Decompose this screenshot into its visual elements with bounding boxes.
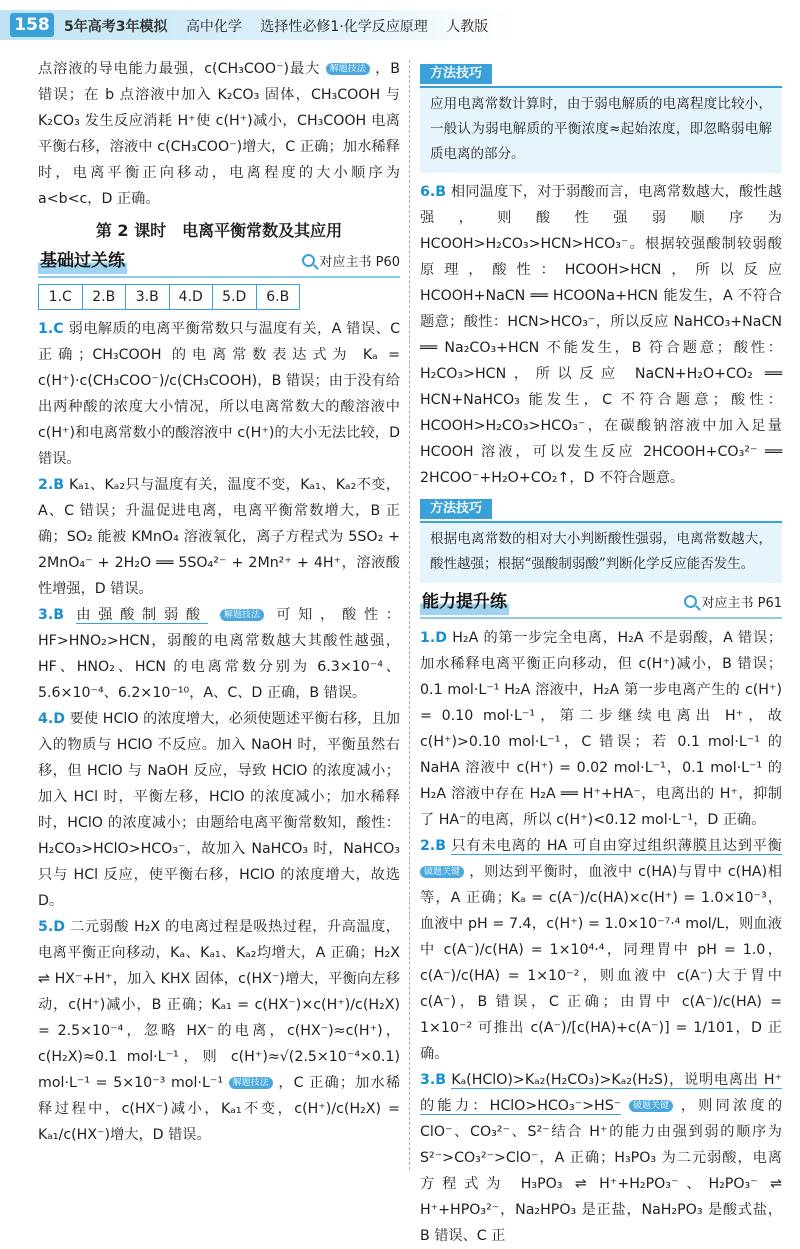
answer-cell: 4.D: [170, 285, 214, 309]
tip-label: 方法技巧: [420, 499, 492, 519]
solution-q3: [38, 602, 400, 706]
solution-text: 二元弱酸 H₂X 的电离过程是吸热过程，升高温度，电离平衡正向移动，Kₐ、Kₐ₁、Kₐ₂均增大，A 正确；H₂X ⇌ HX⁻+H⁺，加入 KHX 固体，c(HX⁻)增大，平衡向左移动，c(H⁺)减小，B 正确；Kₐ₁ = c(HX⁻)×c(H⁺)/c(H₂X) = 2.5×10⁻⁴，忽略 HX⁻的电离，c(HX⁻)≈c(H⁺)，c(H₂X)≈0.1 mol·L⁻¹，则 c(H⁺)≈√(2.5×10⁻⁴×0.1) mol·L⁻¹ = 5×10⁻³ mol·L⁻¹: [38, 919, 400, 1091]
question-number: 1.D: [420, 630, 448, 646]
search-icon: [684, 595, 697, 608]
basic-section-header: [38, 248, 400, 278]
solution-text: ，则同浓度的 ClO⁻、CO₃²⁻、S²⁻结合 H⁺的能力由强到弱的顺序为 S²⁻>CO₃²⁻>ClO⁻，A 正确；H₃PO₃ 为二元弱酸，电离方程式为 H₃PO₃ ⇌ H⁺+H₂PO₃⁻、H₂PO₃⁻ ⇌ H⁺+HPO₃²⁻，Na₂HPO₃ 是正盐，NaH₂PO₃ 是酸式盐，B 错误、C 正: [420, 1098, 783, 1244]
section-title-advanced: 能力提升练: [420, 589, 509, 615]
answer-key-table: [38, 284, 300, 310]
intro-paragraph: [38, 56, 400, 212]
tip-body: 根据电离常数的相对大小判断酸性强弱，电离常数越大，酸性越强；根据“强酸制弱酸”判断化学反应能否发生。: [420, 521, 782, 583]
solution-q1: [38, 316, 400, 472]
column-divider: [409, 60, 410, 1170]
solution-q4: [38, 706, 400, 914]
intro-text-1: 点溶液的导电能力最强，c(CH₃COO⁻)最大: [38, 61, 321, 77]
brand-name: 5年高考3年模拟: [64, 19, 168, 35]
solution-tip-tag: 解题技法: [229, 1077, 273, 1089]
answer-cell: 2.B: [83, 285, 127, 309]
tip-label: 方法技巧: [420, 64, 492, 84]
book-reference: [302, 250, 400, 276]
lesson-title: 第 2 课时 电离平衡常数及其应用: [95, 221, 343, 240]
question-number: 6.B: [420, 184, 447, 200]
solution-text: ，则达到平衡时，血液中 c(HA)与胃中 c(HA)相等，A 正确；Kₐ = c(A⁻)/c(HA)×c(H⁺) = 1.0×10⁻³，血液中 pH = 7.4，c(H⁺) = 1.0×10⁻⁷·⁴ mol/L，则血液中 c(A⁻)/c(HA) = 1×10⁴·⁴，同理胃中 pH = 1.0，c(A⁻)/c(HA) = 1×10⁻²，则血液中 c(A⁻)大于胃中 c(A⁻)，B 错误，C 正确；由胃中 c(A⁻)/c(HA) = 1×10⁻² 可推出 c(A⁻)/[c(HA)+c(A⁻)] = 1/101，D 正确。: [420, 864, 782, 1062]
solution-text-2: ，C 正确；加水稀释过程中，c(HX⁻)减小，Kₐ₁不变，c(H⁺)/c(H₂X) = Kₐ₁/c(HX⁻)增大，D 错误。: [38, 1075, 401, 1143]
intro-text-2: ，B 错误；在 b 点溶液中加入 K₂CO₃ 固体，CH₃COOH 与 K₂CO₃ 发生反应消耗 H⁺使 c(H⁺)减小，CH₃COOH 电离平衡右移，溶液中 c(CH₃COO⁻)增大，C 正确；加水稀释时，电离平衡正向移动，电离程度的大小顺序为 a<b<c，D 正确。: [38, 61, 400, 207]
solution-q5: [38, 914, 400, 1148]
answer-cell: 3.B: [126, 285, 170, 309]
edition-name: 人教版: [446, 19, 489, 35]
solution-text: 要使 HClO 的浓度增大，必须使题述平衡右移，且加入的物质与 HClO 不反应。加入 NaOH 时，平衡虽然右移，但 HClO 与 NaOH 反应，导致 HClO 的浓度减小；加入 HCl 时，平衡左移，HClO 的浓度减小；加水稀释时，HClO 的浓度减小；由题给电离平衡常数知，酸性：H₂CO₃>HClO>HCO₃⁻，故加入 NaHCO₃ 时，NaHCO₃ 只与 HCl 反应，使平衡右移，HClO 的浓度增大，故选 D。: [38, 711, 400, 909]
question-number: 3.B: [38, 607, 65, 623]
book-reference-text: 对应主书 P60: [319, 255, 400, 270]
method-tip-box: [420, 60, 782, 173]
key-point-tag: 破题关键: [420, 866, 464, 878]
solution-q6: [420, 179, 782, 491]
solution-a3: [420, 1067, 782, 1249]
method-tip-box: [420, 495, 782, 583]
solution-text: 可知，酸性：HF>HNO₂>HCN，弱酸的电离常数越大其酸性越强，HF、HNO₂、HCN 的电离常数分别为 6.3×10⁻⁴、5.6×10⁻⁴、6.2×10⁻¹⁰，A、C、D 正确，B 错误。: [38, 607, 400, 701]
solution-text: 相同温度下，对于弱酸而言，电离常数越大，酸性越强，则酸性强弱顺序为 HCOOH>H₂CO₃>HCN>HCO₃⁻。根据较强酸制较弱酸原理，酸性：HCOOH>HCN，所以反应 HCOOH+NaCN ══ HCOONa+HCN 能发生，A 不符合题意；酸性：HCN>HCO₃⁻，所以反应 NaHCO₃+NaCN ══ Na₂CO₃+HCN 不能发生，B 符合题意；酸性：H₂CO₃>HCN，所以反应 NaCN+H₂O+CO₂ ══ HCN+NaHCO₃ 能发生，C 不符合题意；酸性：HCOOH>H₂CO₃>HCO₃⁻，在碳酸钠溶液中加入足量 HCOOH 溶液，可以发生反应 2HCOOH+CO₃²⁻ ══ 2HCOO⁻+H₂O+CO₂↑，D 不符合题意。: [420, 184, 782, 486]
solution-q2: [38, 472, 400, 602]
search-icon: [302, 254, 315, 267]
book-name: 选择性必修1·化学反应原理: [260, 19, 428, 35]
header-text: [64, 16, 502, 36]
answer-cell: 5.D: [213, 285, 257, 309]
page-number: 158: [10, 13, 54, 37]
question-number: 1.C: [38, 321, 64, 337]
answer-cell: 1.C: [39, 285, 83, 309]
solution-lead: 由强酸制弱酸: [76, 607, 208, 623]
section-title-basic: 基础过关练: [38, 248, 127, 274]
solution-text: Kₐ₁、Kₐ₂只与温度有关，温度不变，Kₐ₁、Kₐ₂不变，A、C 错误；升温促进电离，电离平衡常数增大，B 正确；SO₂ 能被 KMnO₄ 溶液氧化，离子方程式为 5SO₂ + 2MnO₄⁻ + 2H₂O ══ 5SO₄²⁻ + 2Mn²⁺ + 4H⁺，溶液酸性增强，D 错误。: [38, 477, 400, 597]
solution-a2: [420, 833, 782, 1067]
solution-tip-tag: 解题技法: [326, 63, 370, 75]
solution-lead: Kₐ(HClO)>Kₐ₂(H₂CO₃)>Kₐ₂(H₂S)，说明电离出 H⁺的能力：HClO>HCO₃⁻>HS⁻: [420, 1072, 782, 1114]
solution-a1: [420, 625, 782, 833]
solution-tip-tag: 解题技法: [220, 609, 264, 621]
question-number: 5.D: [38, 919, 66, 935]
question-number: 4.D: [38, 711, 66, 727]
answer-cell: 6.B: [266, 289, 290, 305]
solution-lead: 只有未电离的 HA 可自由穿过组织薄膜且达到平衡: [451, 838, 782, 854]
question-number: 3.B: [420, 1072, 447, 1088]
right-column: [420, 56, 782, 1249]
solution-text: 弱电解质的电离平衡常数只与温度有关，A 错误、C 正确；CH₃COOH 的电离常数表达式为 Kₐ = c(H⁺)·c(CH₃COO⁻)/c(CH₃COOH)，B 错误；由于没有给出两种酸的浓度大小情况，所以电离常数大的酸溶液中 c(H⁺)和电离常数小的酸溶液中 c(H⁺)的大小无法比较，D 错误。: [38, 321, 400, 467]
tip-body: 应用电离常数计算时，由于弱电解质的电离程度比较小，一般认为弱电解质的平衡浓度≈起始浓度，即忽略弱电解质电离的部分。: [420, 86, 782, 173]
advanced-section-header: [420, 589, 782, 619]
book-reference: [684, 591, 782, 617]
page-header: [0, 0, 800, 48]
solution-text: H₂A 的第一步完全电离，H₂A 不是弱酸，A 错误；加水稀释电离平衡正向移动，但 c(H⁺)减小，B 错误；0.1 mol·L⁻¹ H₂A 溶液中，H₂A 第一步电离产生的 c(H⁺) = 0.10 mol·L⁻¹，第二步继续电离出 H⁺，故 c(H⁺)>0.10 mol·L⁻¹，C 错误；若 0.1 mol·L⁻¹ 的 NaHA 溶液中 c(H⁺) = 0.02 mol·L⁻¹，0.1 mol·L⁻¹ 的 H₂A 溶液中存在 H₂A ══ H⁺+HA⁻，电离出的 H⁺，抑制了 HA⁻的电离，所以 c(H⁺)<0.12 mol·L⁻¹，D 正确。: [420, 630, 783, 828]
question-number: 2.B: [38, 477, 65, 493]
left-column: [38, 56, 400, 1148]
subject-name: 高中化学: [185, 19, 242, 35]
question-number: 2.B: [420, 838, 447, 854]
book-reference-text: 对应主书 P61: [701, 596, 782, 611]
key-point-tag: 破题关键: [629, 1100, 673, 1112]
